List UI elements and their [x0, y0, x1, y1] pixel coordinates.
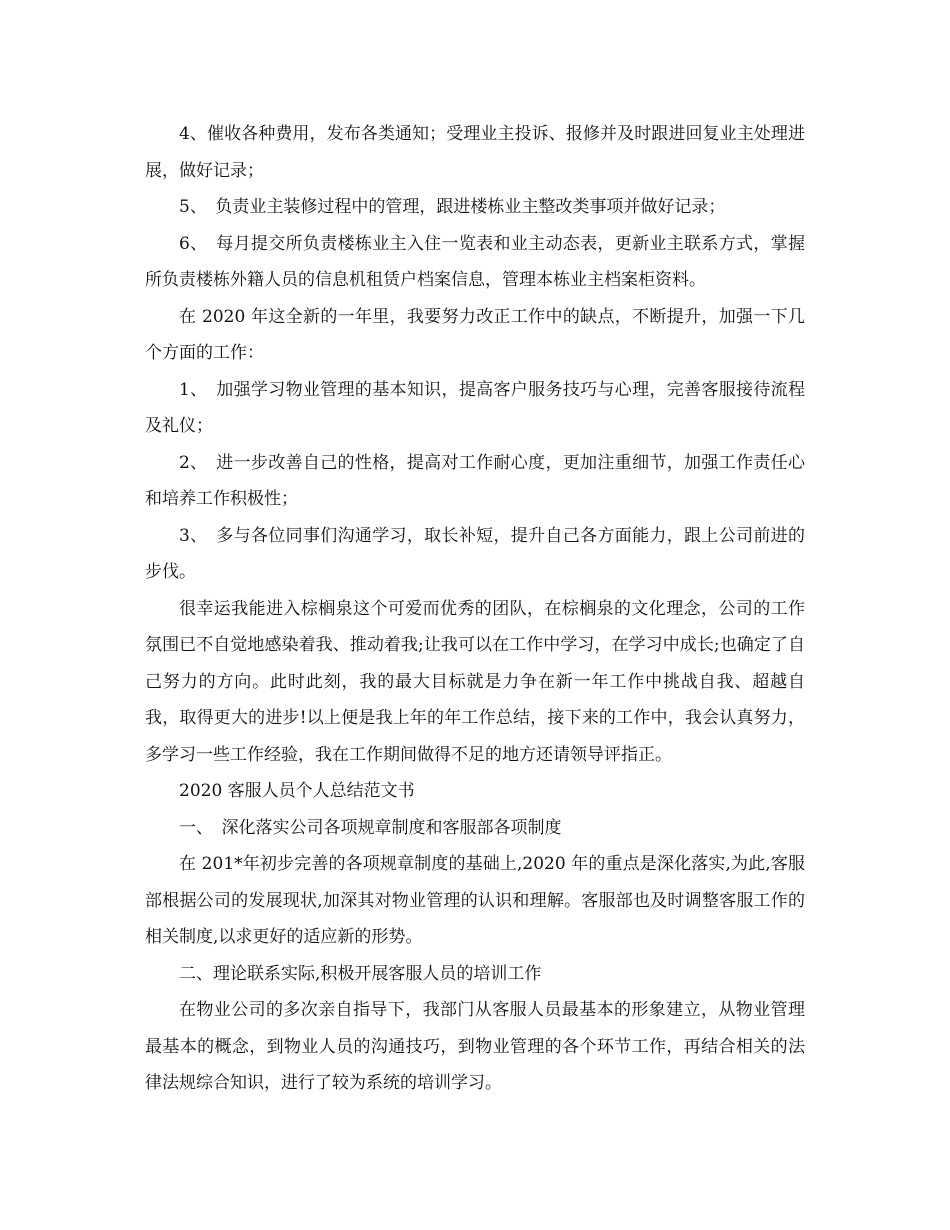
section-heading-1: 一、 深化落实公司各项规章制度和客服部各项制度 [179, 817, 562, 838]
paragraph-2020-intro: 在 2020 年这全新的一年里，我要努力改正工作中的缺点，不断提升，加强一下几个方面的工作： [145, 306, 805, 363]
paragraph-item-5: 5、 负责业主装修过程中的管理，跟进楼栋业主整改类事项并做好记录； [179, 197, 726, 217]
paragraph-section-2: 在物业公司的多次亲自指导下，我部门从客服人员最基本的形象建立，从物业管理最基本的概念，到物业人员的沟通技巧，到物业管理的各个环节工作，再结合相关的法律法规综合知识，进行了较为系统的培训学习。 [145, 1000, 805, 1093]
document-body [145, 116, 805, 1102]
paragraph-plan-3: 3、 多与各位同事们沟通学习，取长补短，提升自己各方面能力，跟上公司前进的步伐。 [145, 525, 805, 582]
paragraph-closing: 很幸运我能进入棕榈泉这个可爱而优秀的团队，在棕榈泉的文化理念，公司的工作氛围已不自觉地感染着我、推动着我;让我可以在工作中学习，在学习中成长;也确定了自己努力的方向。此时此刻，我的最大目标就是力争在新一年工作中挑战自我、超越自我，取得更大的进步!以上便是我上年的年工作总结，接下来的工作中，我会认真努力，多学习一些工作经验，我在工作期间做得不足的地方还请领导评指正。 [145, 598, 805, 765]
paragraph-item-6: 6、 每月提交所负责楼栋业主入住一览表和业主动态表，更新业主联系方式，掌握所负责楼栋外籍人员的信息机租赁户档案信息，管理本栋业主档案柜资料。 [145, 233, 805, 290]
paragraph-plan-1: 1、 加强学习物业管理的基本知识，提高客户服务技巧与心理，完善客服接待流程及礼仪； [145, 379, 805, 436]
section-title: 2020 客服人员个人总结范文书 [179, 781, 415, 801]
section-heading-2: 二、理论联系实际,积极开展客服人员的培训工作 [179, 963, 542, 984]
paragraph-plan-2: 2、 进一步改善自己的性格，提高对工作耐心度，更加注重细节，加强工作责任心和培养工作积极性； [145, 452, 805, 509]
paragraph-item-4: 4、催收各种费用，发布各类通知；受理业主投诉、报修并及时跟进回复业主处理进展，做好记录； [145, 124, 805, 181]
paragraph-section-1: 在 201*年初步完善的各项规章制度的基础上,2020 年的重点是深化落实,为此,客服部根据公司的发展现状,加深其对物业管理的认识和理解。客服部也及时调整客服工作的相关制度,以求更好的适应新的形势。 [145, 854, 805, 947]
